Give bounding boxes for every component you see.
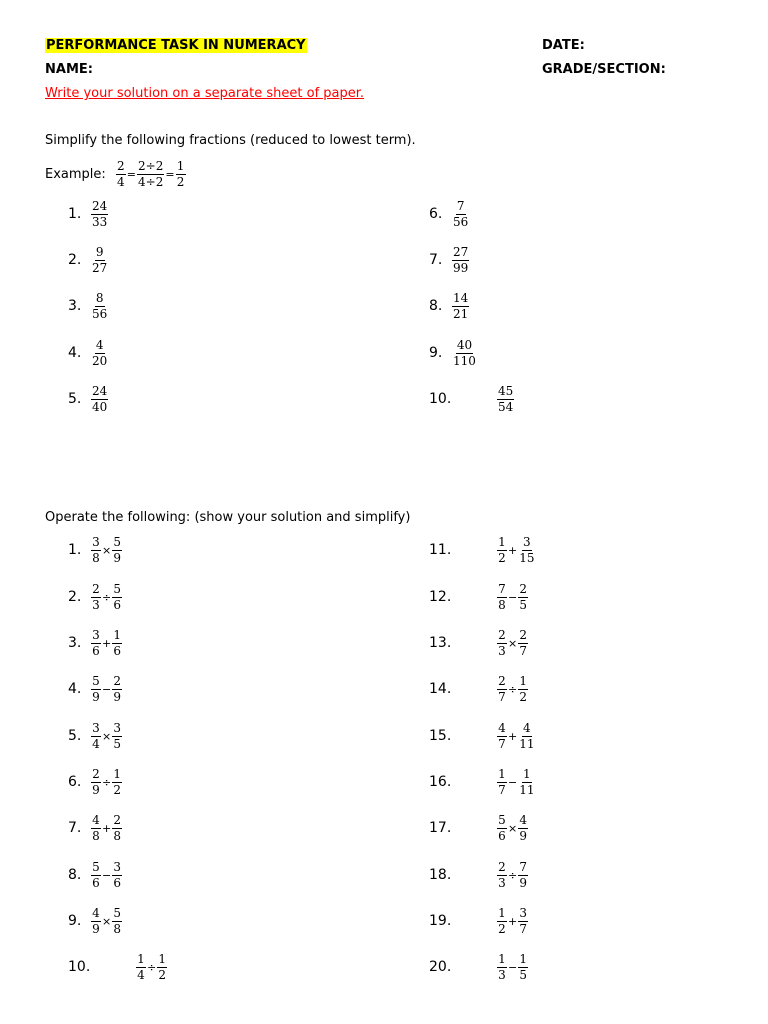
denominator: 6: [113, 875, 122, 890]
item-number: 9.: [429, 345, 443, 361]
numerator: 5: [92, 673, 100, 688]
operation-expression: [497, 672, 528, 706]
fraction-expression: [452, 336, 477, 370]
numerator: 4: [92, 905, 100, 920]
fraction: [452, 200, 469, 229]
page-title: [45, 38, 307, 54]
fraction-left: [91, 768, 101, 797]
example-fraction-2: [137, 160, 164, 189]
numerator: 1: [498, 766, 506, 781]
numerator: 1: [113, 766, 122, 781]
denominator: 6: [498, 828, 506, 843]
denominator: 33: [92, 214, 108, 229]
part2-heading: Operate the following: (show your solution and simplify): [45, 510, 411, 525]
fraction-left: [91, 629, 101, 658]
fraction-expression: [91, 197, 108, 231]
item-number: 7.: [429, 252, 443, 268]
operation-expression: [91, 811, 122, 845]
item-number: 4.: [68, 345, 82, 361]
denominator: 7: [519, 921, 528, 936]
denominator: 54: [498, 399, 514, 414]
numerator: 3: [92, 720, 100, 735]
numerator: 3: [113, 720, 122, 735]
fraction-right: [112, 861, 122, 890]
fraction-right: [518, 629, 528, 658]
numerator: 2: [498, 627, 506, 642]
item-number: 8.: [429, 298, 443, 314]
numerator: 1: [176, 158, 185, 173]
operation-expression: [497, 811, 528, 845]
fraction-expression: [452, 289, 469, 323]
fraction-left: [497, 722, 507, 751]
denominator: 6: [113, 643, 122, 658]
denominator: 5: [113, 736, 122, 751]
numerator: 2: [116, 158, 125, 173]
operation-expression: [91, 672, 122, 706]
operator-sign: ×: [508, 636, 518, 650]
fraction: [452, 292, 469, 321]
operation-expression: [91, 719, 122, 753]
numerator: 8: [95, 290, 104, 305]
fraction-left: [497, 814, 507, 843]
numerator: 2: [519, 581, 528, 596]
fraction-right: [112, 583, 122, 612]
item-number: 2.: [68, 252, 82, 268]
denominator: 9: [519, 875, 528, 890]
equals-sign: =: [126, 167, 136, 181]
numerator: 2: [498, 859, 506, 874]
operation-expression: [91, 580, 122, 614]
numerator: 2: [92, 766, 100, 781]
numerator: 3: [92, 534, 100, 549]
fraction-right: [518, 722, 535, 751]
numerator: 5: [113, 581, 122, 596]
item-number: 4.: [68, 681, 82, 697]
numerator: 1: [498, 951, 506, 966]
numerator: 1: [137, 951, 145, 966]
operator-sign: +: [102, 636, 112, 650]
operation-expression: [91, 626, 122, 660]
numerator: 1: [519, 951, 528, 966]
fraction-right: [518, 953, 528, 982]
fraction-left: [497, 536, 507, 565]
operator-sign: ×: [102, 543, 112, 557]
numerator: 7: [498, 581, 506, 596]
operator-sign: +: [508, 543, 518, 557]
denominator: 7: [498, 689, 506, 704]
fraction-expression: [91, 243, 108, 277]
denominator: 2: [498, 921, 506, 936]
fraction-expression: [452, 197, 469, 231]
item-number: 5.: [68, 391, 82, 407]
fraction-left: [497, 768, 507, 797]
fraction: [452, 246, 469, 275]
fraction-right: [112, 907, 122, 936]
numerator: 9: [95, 244, 104, 259]
numerator: 5: [498, 812, 506, 827]
denominator: 6: [113, 597, 122, 612]
numerator: 5: [92, 859, 100, 874]
numerator: 3: [113, 859, 122, 874]
fraction-left: [497, 861, 507, 890]
numerator: 4: [498, 720, 506, 735]
operator-sign: ÷: [102, 590, 112, 604]
denominator: 4÷2: [138, 174, 164, 189]
numerator: 1: [519, 673, 528, 688]
operator-sign: −: [102, 868, 112, 882]
item-number: 1.: [68, 206, 82, 222]
numerator: 2: [113, 812, 122, 827]
fraction: [452, 339, 477, 368]
numerator: 1: [158, 951, 167, 966]
item-number: 2.: [68, 589, 82, 605]
denominator: 2: [158, 967, 167, 982]
fraction-right: [518, 907, 528, 936]
denominator: 3: [498, 643, 506, 658]
item-number: 15.: [429, 728, 452, 744]
denominator: 8: [113, 921, 122, 936]
numerator: 1: [498, 905, 506, 920]
item-number: 14.: [429, 681, 452, 697]
page-title-text: PERFORMANCE TASK IN NUMERACY: [46, 38, 306, 53]
denominator: 21: [453, 306, 469, 321]
denominator: 2: [498, 550, 506, 565]
numerator: 2: [92, 581, 100, 596]
item-number: 1.: [68, 542, 82, 558]
item-number: 16.: [429, 774, 452, 790]
operator-sign: +: [508, 729, 518, 743]
denominator: 27: [92, 260, 108, 275]
denominator: 9: [519, 828, 528, 843]
numerator: 45: [498, 383, 514, 398]
denominator: 8: [113, 828, 122, 843]
numerator: 5: [113, 905, 122, 920]
denominator: 7: [498, 782, 506, 797]
denominator: 2: [176, 174, 185, 189]
denominator: 40: [92, 399, 108, 414]
denominator: 9: [92, 921, 100, 936]
numerator: 1: [113, 627, 122, 642]
denominator: 9: [113, 689, 122, 704]
item-number: 11.: [429, 542, 452, 558]
numerator: 4: [519, 812, 528, 827]
fraction-right: [112, 536, 122, 565]
example-fraction-3: [176, 160, 186, 189]
numerator: 24: [92, 383, 108, 398]
example-fraction-1: [116, 160, 126, 189]
denominator: 56: [92, 306, 108, 321]
numerator: 4: [95, 337, 104, 352]
item-number: 3.: [68, 298, 82, 314]
operator-sign: ×: [102, 914, 112, 928]
operation-expression: [497, 626, 528, 660]
fraction-expression: [452, 243, 469, 277]
operator-sign: −: [508, 960, 518, 974]
equals-sign: =: [165, 167, 175, 181]
fraction-left: [91, 583, 101, 612]
operator-sign: ÷: [147, 960, 157, 974]
item-number: 18.: [429, 867, 452, 883]
operation-expression: [497, 765, 536, 799]
fraction: [91, 292, 108, 321]
denominator: 11: [519, 782, 535, 797]
numerator: 7: [519, 859, 528, 874]
fraction-right: [112, 629, 122, 658]
denominator: 4: [137, 967, 145, 982]
fraction-left: [497, 953, 507, 982]
fraction: [497, 385, 514, 414]
fraction-right: [518, 768, 535, 797]
item-number: 20.: [429, 959, 452, 975]
operation-expression: [136, 950, 167, 984]
grade-section-label: GRADE/SECTION:: [542, 62, 666, 77]
item-number: 19.: [429, 913, 452, 929]
fraction-expression: [91, 382, 108, 416]
fraction-right: [112, 768, 122, 797]
item-number: 17.: [429, 820, 452, 836]
fraction-left: [91, 907, 101, 936]
operator-sign: ÷: [102, 775, 112, 789]
fraction-right: [112, 722, 122, 751]
fraction-left: [91, 722, 101, 751]
denominator: 3: [498, 967, 506, 982]
numerator: 24: [92, 198, 108, 213]
denominator: 15: [519, 550, 535, 565]
numerator: 2: [113, 673, 122, 688]
fraction-right: [518, 536, 535, 565]
fraction-left: [91, 814, 101, 843]
denominator: 7: [519, 643, 528, 658]
denominator: 20: [92, 353, 108, 368]
fraction-right: [518, 583, 528, 612]
fraction: [91, 339, 108, 368]
denominator: 8: [498, 597, 506, 612]
denominator: 9: [113, 550, 122, 565]
fraction-right: [112, 675, 122, 704]
fraction: [91, 200, 108, 229]
fraction-left: [136, 953, 146, 982]
operation-expression: [497, 580, 528, 614]
operation-expression: [91, 904, 122, 938]
operator-sign: +: [508, 914, 518, 928]
operation-expression: [91, 533, 122, 567]
denominator: 11: [519, 736, 535, 751]
item-number: 13.: [429, 635, 452, 651]
numerator: 3: [92, 627, 100, 642]
numerator: 3: [523, 534, 531, 549]
operation-expression: [497, 858, 528, 892]
denominator: 4: [92, 736, 100, 751]
denominator: 6: [92, 643, 100, 658]
fraction-left: [497, 675, 507, 704]
numerator: 2: [498, 673, 506, 688]
operator-sign: −: [508, 590, 518, 604]
operator-sign: ×: [508, 821, 518, 835]
denominator: 5: [519, 967, 528, 982]
fraction-expression: [91, 336, 108, 370]
operation-expression: [497, 719, 536, 753]
fraction: [91, 246, 108, 275]
fraction-left: [497, 583, 507, 612]
denominator: 5: [519, 597, 528, 612]
denominator: 9: [92, 689, 100, 704]
item-number: 10.: [68, 959, 91, 975]
denominator: 6: [92, 875, 100, 890]
numerator: 27: [453, 244, 469, 259]
denominator: 2: [113, 782, 122, 797]
numerator: 14: [453, 290, 469, 305]
numerator: 5: [113, 534, 122, 549]
operator-sign: +: [102, 821, 112, 835]
item-number: 6.: [68, 774, 82, 790]
denominator: 9: [92, 782, 100, 797]
denominator: 8: [92, 828, 100, 843]
denominator: 99: [453, 260, 469, 275]
fraction-expression: [91, 289, 108, 323]
example-expression: [45, 157, 186, 191]
denominator: 8: [92, 550, 100, 565]
item-number: 9.: [68, 913, 82, 929]
example-label: Example:: [45, 166, 106, 182]
numerator: 4: [523, 720, 531, 735]
fraction-expression: [497, 382, 514, 416]
denominator: 7: [498, 736, 506, 751]
operation-expression: [91, 765, 122, 799]
numerator: 2÷2: [138, 158, 164, 173]
denominator: 3: [498, 875, 506, 890]
fraction-left: [497, 907, 507, 936]
date-label: DATE:: [542, 38, 585, 53]
operation-expression: [497, 904, 528, 938]
operation-expression: [91, 858, 122, 892]
item-number: 5.: [68, 728, 82, 744]
item-number: 7.: [68, 820, 82, 836]
operation-expression: [497, 950, 528, 984]
fraction-right: [518, 814, 528, 843]
item-number: 12.: [429, 589, 452, 605]
denominator: 3: [92, 597, 100, 612]
numerator: 2: [519, 627, 528, 642]
numerator: 1: [523, 766, 531, 781]
fraction-right: [157, 953, 167, 982]
item-number: 10.: [429, 391, 452, 407]
denominator: 4: [116, 174, 125, 189]
operator-sign: −: [508, 775, 518, 789]
name-label: NAME:: [45, 62, 93, 77]
item-number: 8.: [68, 867, 82, 883]
numerator: 3: [519, 905, 528, 920]
fraction-right: [518, 675, 528, 704]
numerator: 7: [456, 198, 465, 213]
operator-sign: ÷: [508, 682, 518, 696]
denominator: 56: [453, 214, 469, 229]
fraction: [91, 385, 108, 414]
operator-sign: −: [102, 682, 112, 696]
item-number: 6.: [429, 206, 443, 222]
denominator: 2: [519, 689, 528, 704]
fraction-left: [497, 629, 507, 658]
instruction-note: Write your solution on a separate sheet of paper.: [45, 86, 365, 101]
fraction-left: [91, 536, 101, 565]
operation-expression: [497, 533, 536, 567]
fraction-right: [518, 861, 528, 890]
fraction-left: [91, 675, 101, 704]
denominator: 110: [453, 353, 476, 368]
fraction-right: [112, 814, 122, 843]
operator-sign: ×: [102, 729, 112, 743]
numerator: 40: [456, 337, 473, 352]
numerator: 4: [92, 812, 100, 827]
operator-sign: ÷: [508, 868, 518, 882]
item-number: 3.: [68, 635, 82, 651]
numerator: 1: [498, 534, 506, 549]
part1-heading: Simplify the following fractions (reduced to lowest term).: [45, 133, 416, 148]
fraction-left: [91, 861, 101, 890]
